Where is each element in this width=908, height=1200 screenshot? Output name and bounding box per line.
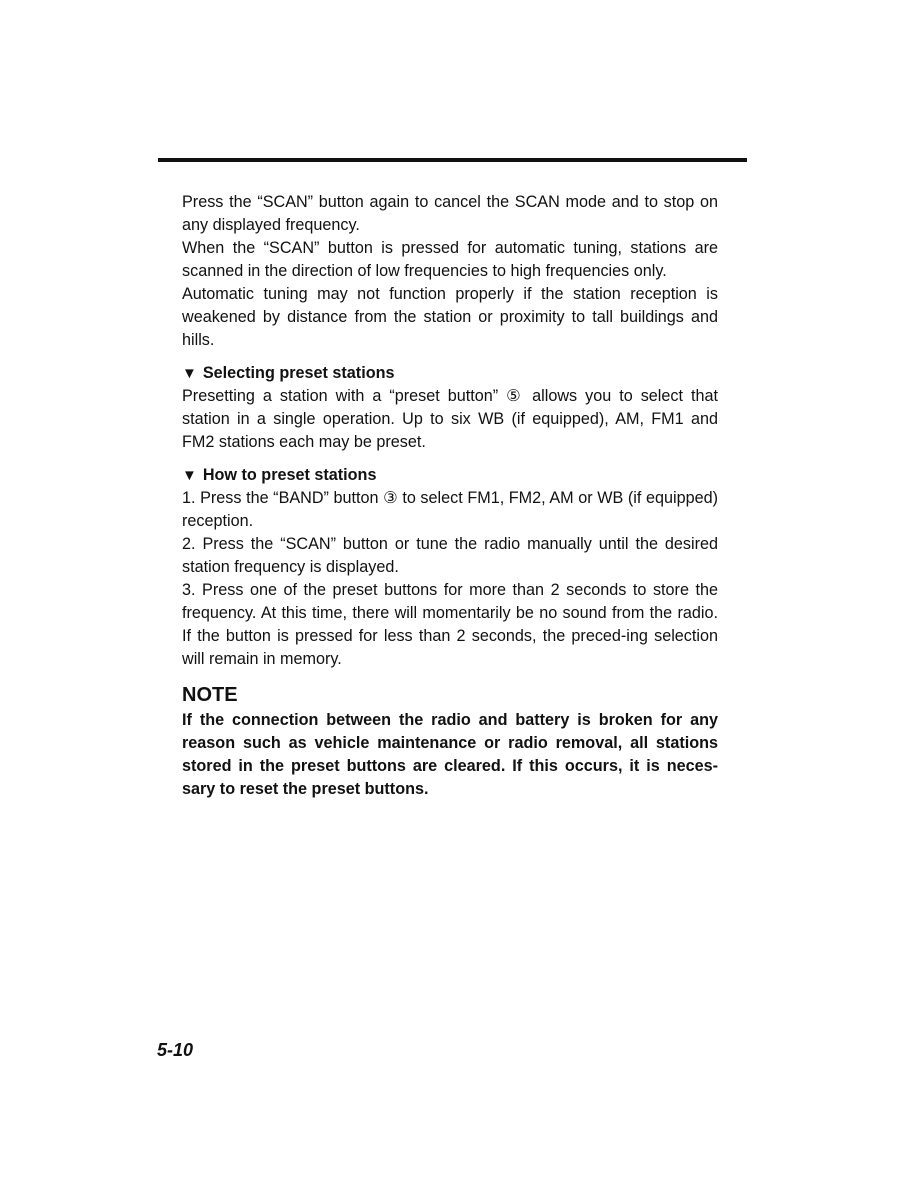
manual-content <box>182 191 718 801</box>
triangle-down-icon: ▼ <box>182 467 197 484</box>
intro-paragraph-tuning-warning: Automatic tuning may not function properly if the station reception is weakened by distance from the station or proximity to tall buildings and hills. <box>182 285 718 349</box>
section-paragraph: Presetting a station with a “preset button” ⑤ allows you to select that station in a single operation. Up to six WB (if equipped), AM, FM1 and FM2 stations each may be preset. <box>182 387 718 451</box>
intro-paragraph-scan-direction: When the “SCAN” button is pressed for automatic tuning, stations are scanned in the direction of low frequencies to high frequencies only. <box>182 239 718 280</box>
step-3-paragraph: 3. Press one of the preset buttons for more than 2 seconds to store the frequency. At this time, there will momentarily be no sound from the radio. If the button is pressed for less than 2 seconds, the preced-ing selection will remain in memory. <box>182 581 718 668</box>
page-number: 5-10 <box>157 1040 194 1060</box>
section-heading-selecting-preset <box>182 362 718 385</box>
top-rule <box>158 158 747 162</box>
intro-paragraph-scan-cancel: Press the “SCAN” button again to cancel the SCAN mode and to stop on any displayed frequency. <box>182 193 718 234</box>
step-2-paragraph: 2. Press the “SCAN” button or tune the radio manually until the desired station frequency is displayed. <box>182 535 718 576</box>
section-heading-text: Selecting preset stations <box>202 364 395 382</box>
step-1-paragraph: 1. Press the “BAND” button ③ to select FM1, FM2, AM or WB (if equipped) reception. <box>182 489 718 530</box>
note-body: If the connection between the radio and battery is broken for any reason such as vehicle maintenance or radio removal, all stations stored in the preset buttons are cleared. If this occurs, it is neces-sary to reset the preset buttons. <box>182 711 718 798</box>
section-heading-text: How to preset stations <box>202 466 377 484</box>
note-title: NOTE <box>182 684 238 706</box>
triangle-down-icon: ▼ <box>182 365 197 382</box>
section-heading-how-to-preset <box>182 464 718 487</box>
